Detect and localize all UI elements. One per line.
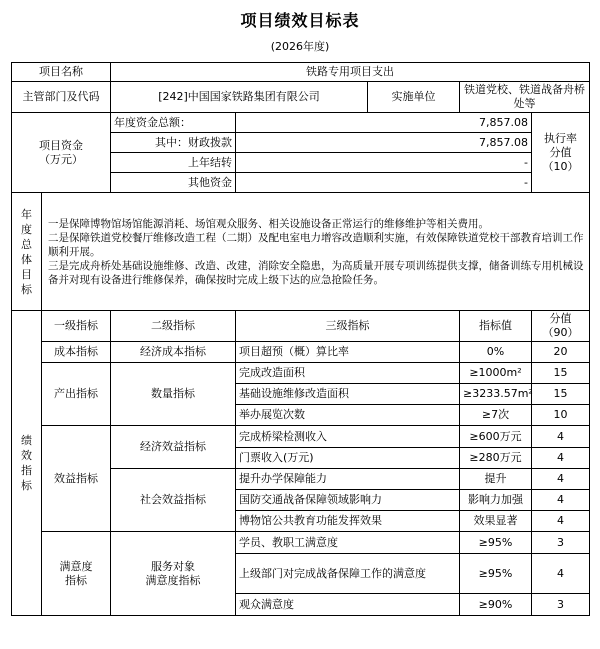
perf-label: 绩 效 指 标: [12, 311, 42, 616]
goal-line-3: 三是完成舟桥处基础设施维修、改造、改建，消除安全隐患，为高质量开展专项训练提供支撑，储备训练专用机械设备并对现有设备进行维修保养，确保按时完成上级下达的应急抢险任务。: [48, 259, 584, 286]
benefit-l1: 效益指标: [42, 426, 111, 532]
goal-line-2: 二是保障铁道党校餐厅维修改造工程（二期）及配电室电力增容改造顺利实施，有效保障铁道党校干部教育培训工作顺利开展。: [48, 231, 584, 258]
cost-l2: 经济成本指标: [111, 342, 236, 363]
row-funds-total: [12, 113, 590, 133]
row-benefit-econ-1: [12, 426, 590, 448]
row-department: [12, 82, 590, 113]
satisfaction-l2: 服务对象 满意度指标: [111, 532, 236, 616]
funds-label-line1: 项目资金: [39, 138, 83, 152]
cost-l3: 项目超预（概）算比率: [236, 342, 460, 363]
cost-l1: 成本指标: [42, 342, 111, 363]
output-value: ≥3233.57m²: [460, 384, 532, 405]
satisfaction-value: ≥95%: [460, 532, 532, 554]
output-l3: 完成改造面积: [236, 363, 460, 384]
benefit-l3: 国防交通战备保障领域影响力: [236, 490, 460, 511]
department-value: [242]中国国家铁路集团有限公司: [111, 82, 368, 113]
implementing-unit-value: 铁道党校、铁道战备舟桥处等: [460, 82, 590, 113]
satisfaction-l1: 满意度 指标: [42, 532, 111, 616]
benefit-econ-l2: 经济效益指标: [111, 426, 236, 469]
satisfaction-l3: 观众满意度: [236, 594, 460, 616]
funds-total-value: 7,857.08: [236, 113, 532, 133]
execution-rate-line3: （10）: [542, 159, 579, 173]
goal-line-1: 一是保障博物馆场馆能源消耗、场馆观众服务、相关设施设备正常运行的维修维护等相关费用。: [48, 217, 489, 230]
row-output-1: [12, 363, 590, 384]
benefit-score: 4: [532, 490, 590, 511]
page-title: 项目绩效目标表: [240, 11, 360, 30]
output-value: ≥1000m²: [460, 363, 532, 384]
header-level2: 二级指标: [111, 311, 236, 342]
cost-score: 20: [532, 342, 590, 363]
funds-total-label: 年度资金总额：: [111, 113, 236, 133]
row-perf-header: [12, 311, 590, 342]
funds-fiscal-value: 7,857.08: [236, 133, 532, 153]
satisfaction-value: ≥95%: [460, 554, 532, 594]
benefit-score: 4: [532, 511, 590, 532]
funds-fiscal-label: 其中：财政拨款: [111, 133, 236, 153]
funds-carryover-value: -: [236, 153, 532, 173]
output-l3: 基础设施维修改造面积: [236, 384, 460, 405]
performance-table: [11, 62, 590, 616]
funds-other-value: -: [236, 173, 532, 193]
execution-rate-line1: 执行率: [544, 131, 577, 145]
year-subtitle: (2026年度): [270, 40, 330, 53]
benefit-value: ≥600万元: [460, 426, 532, 448]
benefit-value: ≥280万元: [460, 448, 532, 469]
satisfaction-l3: 学员、教职工满意度: [236, 532, 460, 554]
cost-value: 0%: [460, 342, 532, 363]
header-level1: 一级指标: [42, 311, 111, 342]
benefit-score: 4: [532, 469, 590, 490]
satisfaction-score: 3: [532, 532, 590, 554]
benefit-l3: 门票收入(万元): [236, 448, 460, 469]
header-value: 指标值: [460, 311, 532, 342]
benefit-value: 效果显著: [460, 511, 532, 532]
output-score: 15: [532, 384, 590, 405]
benefit-l3: 博物馆公共教育功能发挥效果: [236, 511, 460, 532]
benefit-value: 影响力加强: [460, 490, 532, 511]
benefit-l3: 完成桥梁检测收入: [236, 426, 460, 448]
department-label: 主管部门及代码: [12, 82, 111, 113]
row-cost: [12, 342, 590, 363]
project-name-value: 铁路专用项目支出: [111, 63, 590, 82]
output-score: 10: [532, 405, 590, 426]
execution-rate-score: [532, 113, 590, 193]
funds-carryover-label: 上年结转: [111, 153, 236, 173]
benefit-value: 提升: [460, 469, 532, 490]
output-l2: 数量指标: [111, 363, 236, 426]
row-annual-goal: [12, 193, 590, 311]
benefit-score: 4: [532, 448, 590, 469]
satisfaction-value: ≥90%: [460, 594, 532, 616]
header-score: 分值 （90）: [532, 311, 590, 342]
row-project-name: [12, 63, 590, 82]
output-l1: 产出指标: [42, 363, 111, 426]
benefit-social-l2: 社会效益指标: [111, 469, 236, 532]
row-satisfaction-1: [12, 532, 590, 554]
funds-label-line2: （万元）: [39, 152, 83, 166]
header-level3: 三级指标: [236, 311, 460, 342]
satisfaction-score: 3: [532, 594, 590, 616]
output-score: 15: [532, 363, 590, 384]
output-value: ≥7次: [460, 405, 532, 426]
funds-other-label: 其他资金: [111, 173, 236, 193]
implementing-unit-label: 实施单位: [368, 82, 460, 113]
benefit-score: 4: [532, 426, 590, 448]
annual-goal-label: 年 度 总 体 目 标: [12, 193, 42, 311]
project-name-label: 项目名称: [12, 63, 111, 82]
funds-label: [12, 113, 111, 193]
satisfaction-l3: 上级部门对完成战备保障工作的满意度: [236, 554, 460, 594]
annual-goal-text: [42, 193, 590, 311]
benefit-l3: 提升办学保障能力: [236, 469, 460, 490]
execution-rate-line2: 分值: [549, 145, 572, 159]
satisfaction-score: 4: [532, 554, 590, 594]
output-l3: 举办展览次数: [236, 405, 460, 426]
